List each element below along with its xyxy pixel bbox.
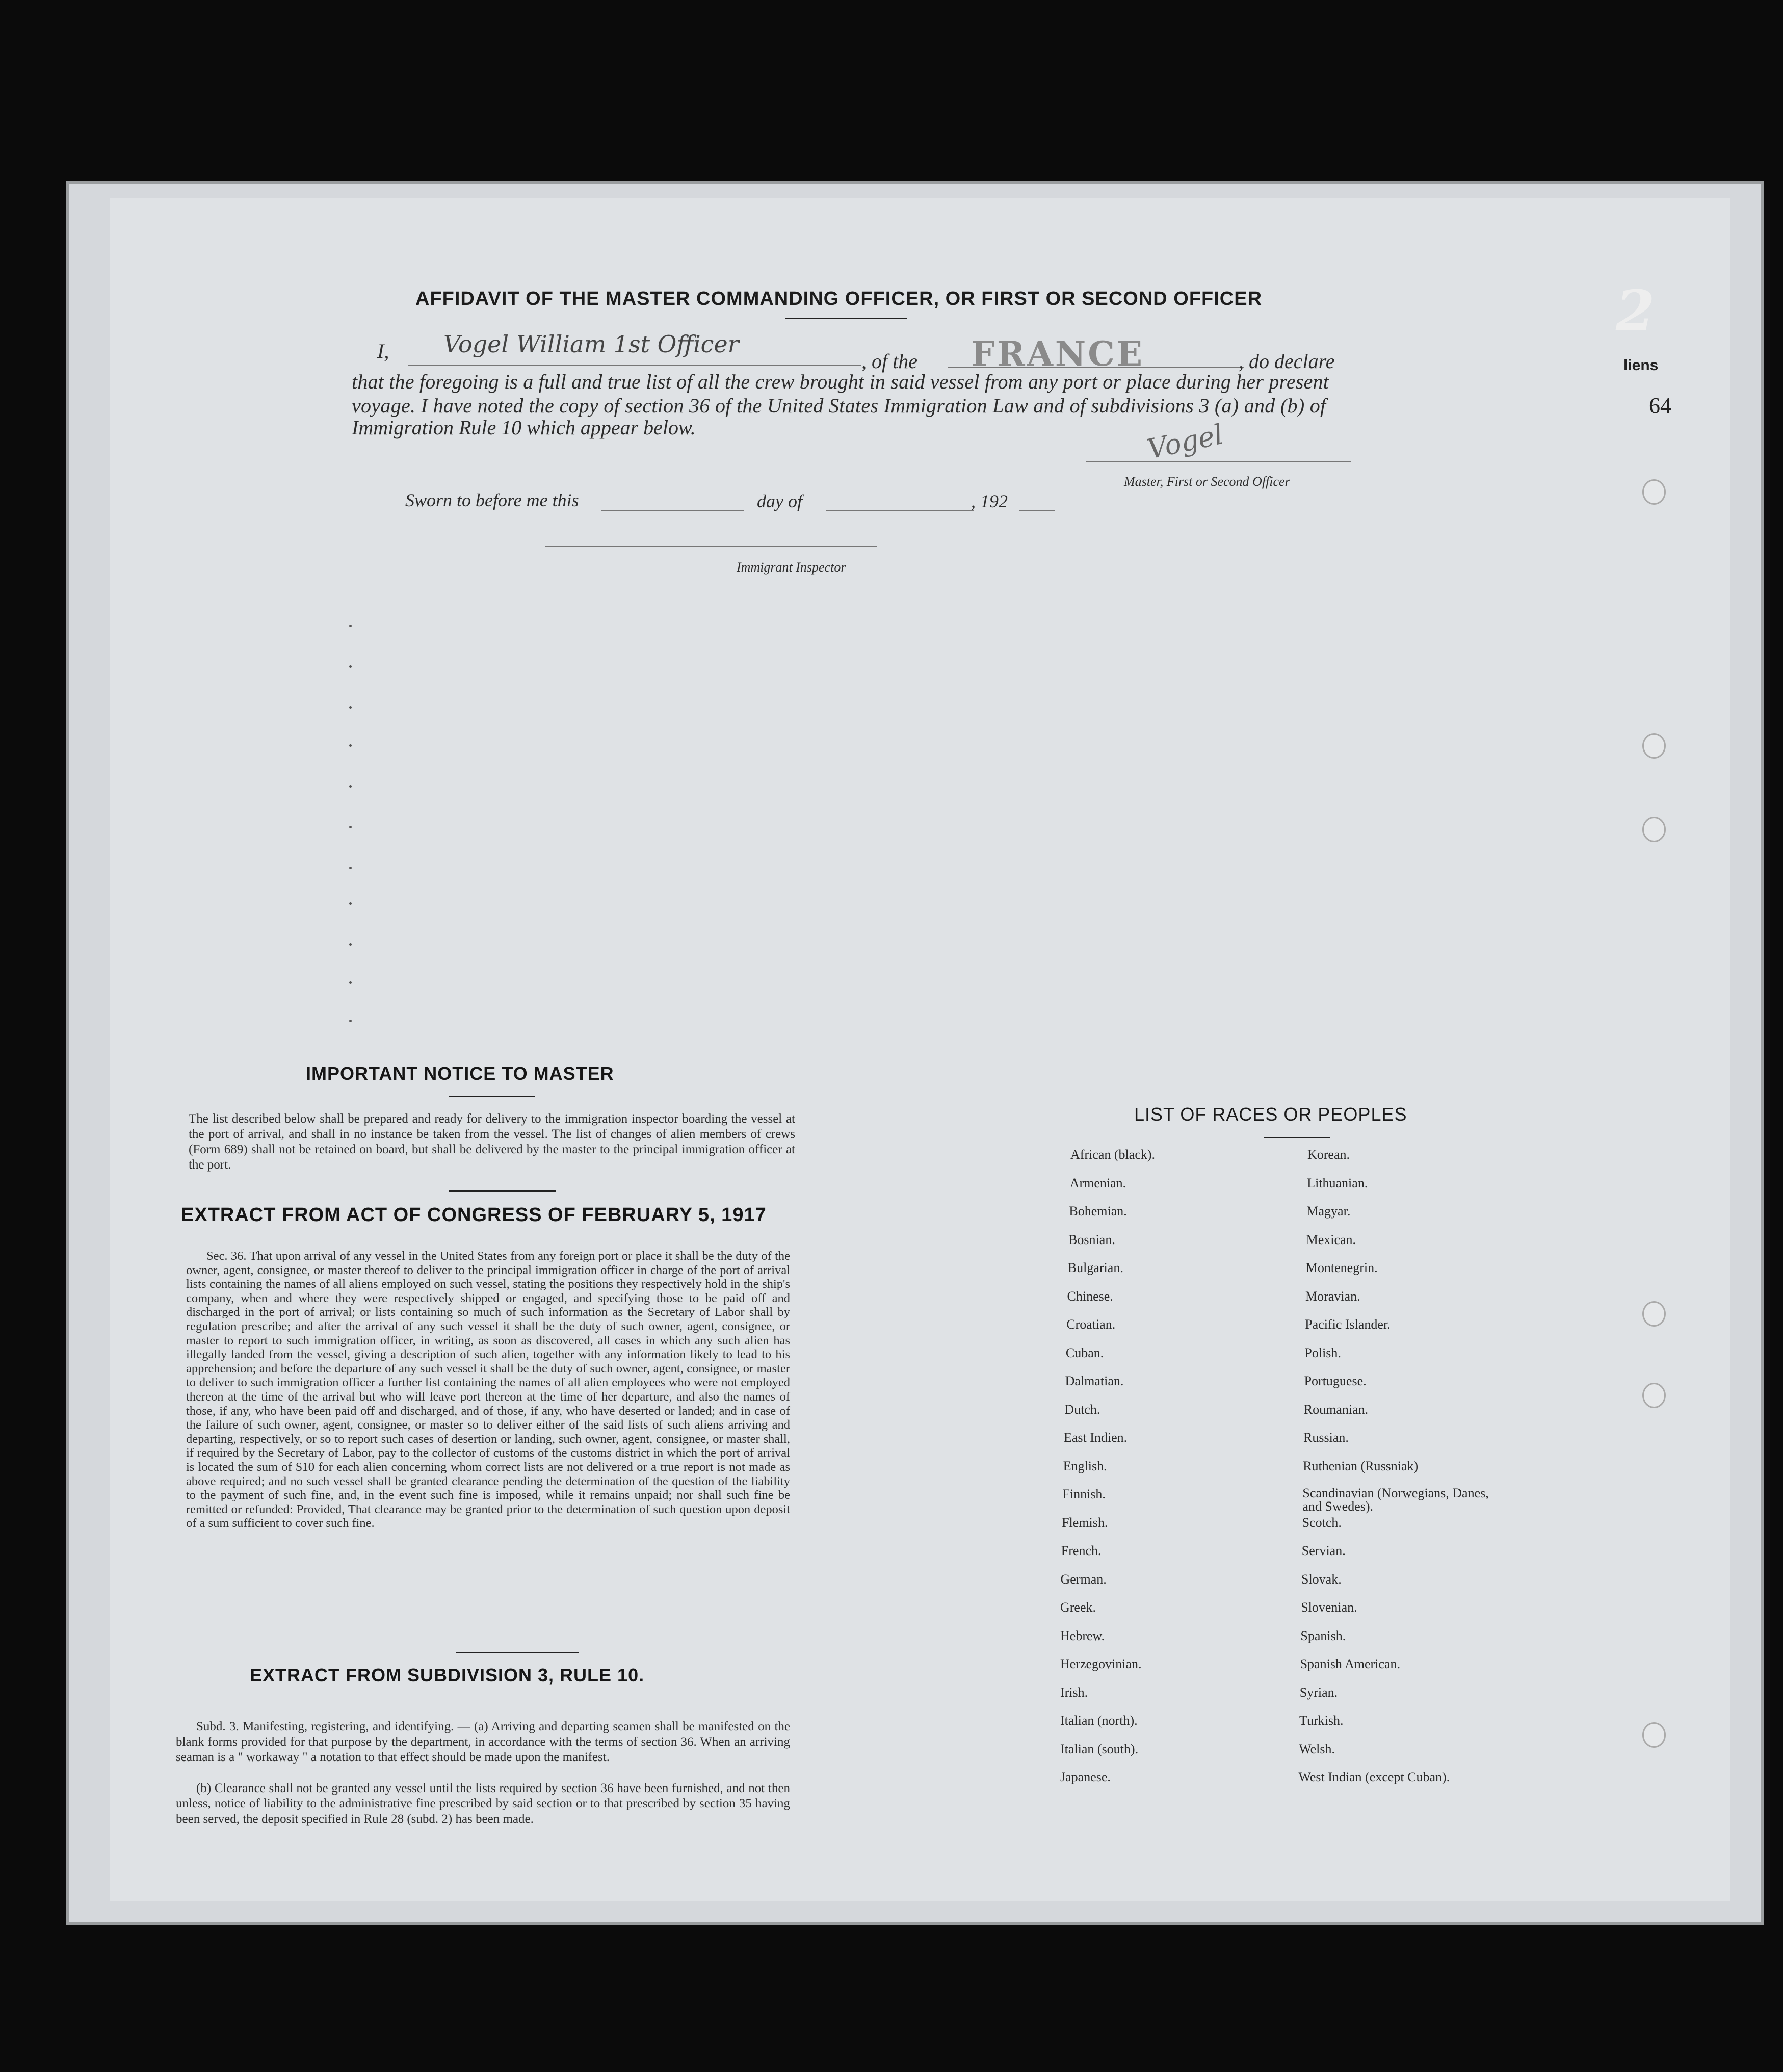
binder-hole-2 (1642, 733, 1666, 759)
vessel-name-stamp: FRANCE (971, 334, 1145, 374)
race-item: French. (1061, 1543, 1102, 1558)
race-item: Spanish American. (1300, 1656, 1401, 1671)
margin-dot (349, 826, 352, 828)
officer-signature: Vogel (1144, 418, 1226, 465)
notice-end-rule (449, 1190, 556, 1192)
race-item: Croatian. (1066, 1317, 1116, 1332)
margin-dot (349, 625, 352, 627)
sworn-prefix: Sworn to before me this (405, 490, 579, 510)
race-item: Japanese. (1060, 1770, 1111, 1784)
race-item: Slovak. (1301, 1571, 1342, 1587)
margin-dot (349, 943, 352, 946)
sworn-year-line (1019, 510, 1055, 511)
race-item: Korean. (1307, 1147, 1350, 1162)
race-item: German. (1060, 1571, 1107, 1587)
of-the-text: , of the (861, 350, 917, 373)
document-page (66, 181, 1764, 1925)
race-item: Finnish. (1062, 1487, 1106, 1501)
race-item: Herzegovinian. (1060, 1656, 1142, 1671)
race-item: Armenian. (1069, 1175, 1126, 1190)
vessel-line (948, 367, 1244, 368)
race-item: English. (1063, 1458, 1107, 1473)
notice-rule (449, 1096, 535, 1097)
act-end-rule (456, 1652, 579, 1653)
binder-hole-4 (1642, 1301, 1666, 1327)
race-item: Ruthenian (Russniak) (1303, 1458, 1419, 1473)
margin-dot (349, 1020, 352, 1022)
race-item: West Indian (except Cuban). (1298, 1770, 1450, 1784)
race-item: Bohemian. (1069, 1204, 1127, 1219)
race-item: Cuban. (1065, 1345, 1104, 1360)
race-item: Mexican. (1306, 1232, 1356, 1247)
race-item: Bulgarian. (1067, 1260, 1123, 1275)
act-text: Sec. 36. That upon arrival of any vessel in the United States from any foreign port or place it shall be the duty of the owner, agent, consignee, or master thereof to deliver to the principal immigration officer in charge of the port of arrival lists containing the names of all aliens employed on such vessel, stating the positions they respectively hold in the ship's company, when and where they were respectively shipped or engaged, and specifying those to be paid off and discharged in the port of arrival; or lists containing so much of such information as the Secretary of Labor shall by regulation prescribe; and after the arrival of any such vessel it shall be the duty of such owner, agent, consignee, or master to report to such immigration officer, in writing, as soon as discovered, all cases in which any such alien has illegally landed from the vessel, giving a description of such alien, together with any information likely to lead to his apprehension; and before the departure of any such vessel it shall be the duty of such owner, agent, consignee, or master to deliver to such immigration officer a further list containing the names of all alien employees who were not employed thereon at the time of the arrival but who will leave port thereon at the time of her departure, and also the names of those, if any, who have been paid off and discharged, and of those, if any, who have deserted or landed; and in case of the failure of such owner, agent, consignee, or master so to deliver either of the said lists of such aliens arriving and departing, respectively, or so to report such cases of desertion or landing, such owner, agent, consignee, or master shall, if required by the Secretary of Labor, pay to the collector of customs of the customs district in which the port of arrival is located the sum of $10 for each alien concerning whom correct lists are not delivered or a true report is not made as above required; and no such vessel shall be granted clearance pending the determination of the question of the liability to the payment of such fine, and, in the event such fine is imposed, while it remains unpaid; nor shall such fine be remitted or refunded: Provided, That clearance may be granted prior to the determination of such question upon deposit of a sum sufficient to cover such fine. (186, 1249, 790, 1531)
race-item: Flemish. (1062, 1515, 1108, 1530)
notice-heading: IMPORTANT NOTICE TO MASTER (306, 1063, 614, 1084)
race-item: Welsh. (1299, 1741, 1335, 1756)
aliens-label: liens (1623, 357, 1659, 374)
rule-text-a: Subd. 3. Manifesting, registering, and identifying. — (a) Arriving and departing seamen shall be manifested on the blank forms provided for that purpose by the department, in accordance with the terms of section 36. When an arriving seaman is a " workaway " a notation to that effect should be made upon the manifest. (176, 1720, 790, 1764)
race-item: Bosnian. (1068, 1232, 1115, 1247)
race-item: Italian (north). (1060, 1713, 1138, 1728)
races-rule (1264, 1137, 1330, 1138)
affidavit-line-3: voyage. I have noted the copy of section 36 of the United States Immigration Law and of subdivisions 3 (a) and (b) of (352, 394, 1326, 417)
race-item: Scotch. (1302, 1515, 1342, 1530)
race-item: Roumanian. (1303, 1402, 1369, 1417)
year-prefix: , 192 (971, 491, 1008, 511)
race-item: Russian. (1303, 1430, 1349, 1445)
affidavit-line-2: that the foregoing is a full and true list of all the crew brought in said vessel from any port or place during her present (352, 370, 1329, 393)
inspector-caption: Immigrant Inspector (737, 560, 846, 575)
race-item: Portuguese. (1304, 1374, 1367, 1388)
race-item: Lithuanian. (1307, 1175, 1368, 1190)
signature-line (1086, 461, 1351, 462)
page-body (110, 198, 1730, 1901)
signature-caption: Master, First or Second Officer (1124, 474, 1290, 489)
race-item: African (black). (1070, 1147, 1156, 1162)
rule-heading: EXTRACT FROM SUBDIVISION 3, RULE 10. (250, 1665, 645, 1686)
race-item: Dalmatian. (1065, 1374, 1124, 1388)
margin-dot (349, 902, 352, 905)
sworn-month-line (826, 510, 974, 511)
race-item: Irish. (1060, 1685, 1088, 1700)
race-item: East Indien. (1064, 1430, 1128, 1445)
act-heading: EXTRACT FROM ACT OF CONGRESS OF FEBRUARY 5, 1917 (181, 1204, 767, 1226)
race-item: Pacific Islander. (1305, 1317, 1391, 1332)
margin-dot (349, 744, 352, 747)
binder-hole-6 (1642, 1722, 1666, 1748)
race-item: Servian. (1301, 1543, 1346, 1558)
day-of-text: day of (757, 491, 802, 511)
race-item: Spanish. (1300, 1628, 1346, 1643)
race-item: Dutch. (1064, 1402, 1100, 1417)
margin-dot (349, 785, 352, 788)
race-item: Moravian. (1305, 1288, 1360, 1304)
races-heading: LIST OF RACES OR PEOPLES (1134, 1104, 1407, 1125)
sworn-day-line (601, 510, 744, 511)
name-line (408, 365, 861, 366)
do-declare-text: , do declare (1239, 350, 1335, 373)
officer-name-handwritten: Vogel William 1st Officer (443, 330, 739, 358)
margin-dot (349, 981, 352, 984)
race-item: Montenegrin. (1305, 1260, 1378, 1275)
race-item: Scandinavian (Norwegians, Danes, and Swedes). (1302, 1486, 1489, 1514)
page-number: 64 (1649, 393, 1671, 418)
race-item: Polish. (1304, 1345, 1341, 1360)
race-item: Italian (south). (1060, 1741, 1139, 1756)
race-item: Slovenian. (1301, 1600, 1357, 1615)
margin-dot (349, 665, 352, 668)
affidavit-title: AFFIDAVIT OF THE MASTER COMMANDING OFFICER, OR FIRST OR SECOND OFFICER (415, 288, 1263, 309)
title-rule (785, 318, 907, 319)
binder-hole-3 (1642, 817, 1666, 842)
binder-hole-1 (1642, 479, 1666, 505)
handwritten-numeral: 2 (1616, 278, 1655, 344)
rule-text-b: (b) Clearance shall not be granted any vessel until the lists required by section 36 have been furnished, and not then unless, notice of liability to the administrative fine prescribed by said section or to that prescribed by section 35 having been served, the deposit specified in Rule 28 (subd. 2) has been made. (176, 1781, 790, 1826)
inspector-line (545, 546, 877, 547)
race-item: Turkish. (1299, 1713, 1344, 1728)
i-prefix: I, (377, 340, 389, 362)
notice-text: The list described below shall be prepared and ready for delivery to the immigration inspector boarding the vessel at the port of arrival, and shall in no instance be taken from the vessel. The list of changes of alien members of crews (Form 689) shall not be retained on board, but shall be delivered by the master to the principal immigration officer at the port. (189, 1112, 795, 1172)
race-item: Hebrew. (1060, 1628, 1105, 1643)
race-item: Greek. (1060, 1600, 1096, 1615)
margin-dot (349, 706, 352, 709)
race-item: Syrian. (1299, 1685, 1338, 1700)
margin-dot (349, 867, 352, 869)
race-item: Magyar. (1306, 1204, 1351, 1219)
affidavit-line-4: Immigration Rule 10 which appear below. (352, 416, 696, 439)
binder-hole-5 (1642, 1383, 1666, 1408)
race-item: Chinese. (1067, 1288, 1113, 1304)
